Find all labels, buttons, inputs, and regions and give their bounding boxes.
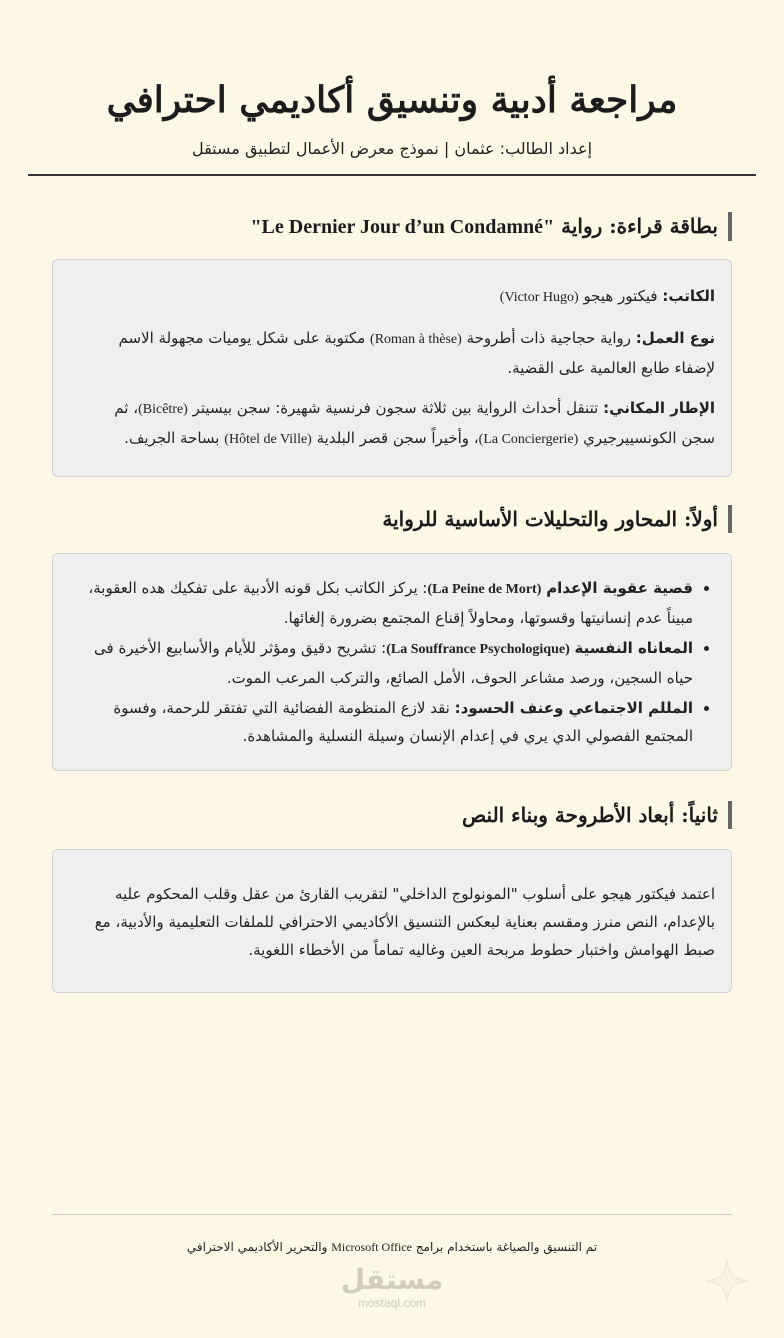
author-line [77,282,715,312]
section2-paragraph: اعتمد فيكتور هيجو على أسلوب "المونولوج الداخلي" لتقريب القارئ من عقل وقلب المحكوم عليه بالإعدام، النص منرز ومقسم بعناية لبعكس التنسيق الأكاديمي الاحترافي للملفات التعليمية والأدبية، مع صبط الهوامش واختبار حطوط مربحة العين وغاليه تماماً من الأخطاء اللغوية. [94,885,715,959]
genre-text-b: مكتوبة على شكل يوميات مجهولة الاسم لإضفاء طابع العالمية على القضية. [118,329,715,377]
header-divider [28,174,756,176]
genre-latin: (Roman à thèse) [370,332,462,347]
analysis-item-label: المللم الاجتماعي وعنف الحسود: [454,699,693,717]
sparkle-icon [704,1258,750,1304]
setting-latin-3: (Hôtel de Ville) [224,432,312,447]
page [52,0,732,993]
page-header [52,0,732,176]
analysis-item-label: قصية عقوبة الإعدام [546,579,693,597]
mostaql-watermark [0,1264,784,1310]
analysis-list [69,574,715,750]
analysis-item-text: : تشريح دقيق ومؤثر للأيام والأسابيع الأخيرة فى حياه السجين، ورصد مشاعر الحوف، الأمل الصائع، والتركب المرعب الموت. [94,639,693,687]
author-label: الكاتب: [662,287,715,305]
section2-heading: ثانياً: أبعاد الأطروحة وبناء النص [52,801,732,829]
reading-card-heading-latin: "Le Dernier Jour d’un Condamné" [250,216,555,238]
list-item [69,634,693,692]
list-item [69,574,693,632]
genre-label: نوع العمل: [635,329,715,347]
analysis-item-latin: (La Souffrance Psychologique) [386,642,570,657]
list-item [69,694,693,750]
reading-card-heading [52,212,732,241]
watermark-latin: mostaql.com [357,1296,427,1310]
author-latin: (Victor Hugo) [499,290,579,305]
section1-card [52,553,732,771]
setting-latin-1: (Bicêtre) [138,402,188,417]
footer-note [0,1240,784,1255]
analysis-item-text: : يركز الكاتب بكل قونه الأدبية على تفكيك هده العقوبة، مبيناً عدم إنسانيتها وقسوتها، ومحاولاً إقناع المجتمع بضرورة إلغائها. [88,579,693,627]
page-subtitle: إعداد الطالب: عثمان | نموذج معرض الأعمال لتطبيق مستقل [191,139,593,158]
setting-label: الإطار المكاني: [603,399,715,417]
analysis-item-label: المعاناه النفسية [574,639,693,657]
footer-note-a: تم التنسيق والصياغة باستخدام برامج [415,1240,598,1254]
analysis-item-text: نقد لازع المنظومة الفضائية التي تفتقر للرحمة، وفسوة المجتمع الفصولي الدي يري في إعدام الإنسان وسيلة النسلية والمشاهدة. [113,699,693,745]
setting-text-a: تتنقل أحداث الرواية بين ثلاثة سجون فرنسية شهيرة: سجن بيسيتر [192,399,599,417]
setting-line [77,394,715,454]
reading-card [52,259,732,477]
reading-card-heading-prefix: بطاقة قراءة: رواية [561,214,718,238]
setting-text-d: بساحة الجريف. [124,429,220,447]
section2-card [52,849,732,993]
section1-heading: أولاً: المحاور والتحليلات الأساسية للرواية [52,505,732,533]
genre-line [77,324,715,382]
analysis-item-latin: (La Peine de Mort) [427,582,542,597]
author-value: فيكتور هيجو [583,287,658,305]
setting-text-c: ، وأخيراً سجن قصر البلدية [316,429,479,447]
footer-note-b: والتحرير الأكاديمي الاحترافي [186,1240,328,1254]
watermark-arabic: مستقل [340,1263,444,1296]
setting-latin-2: (La Conciergerie) [478,432,579,447]
footer-note-latin: Microsoft Office [331,1240,412,1254]
setting-text-b: ، ثم سجن الكونسييرجيري [114,399,715,447]
genre-text-a: رواية حجاجية ذات أطروحة [466,329,632,347]
footer-divider [52,1214,732,1215]
page-title: مراجعة أدبية وتنسيق أكاديمي احترافي [106,79,678,121]
